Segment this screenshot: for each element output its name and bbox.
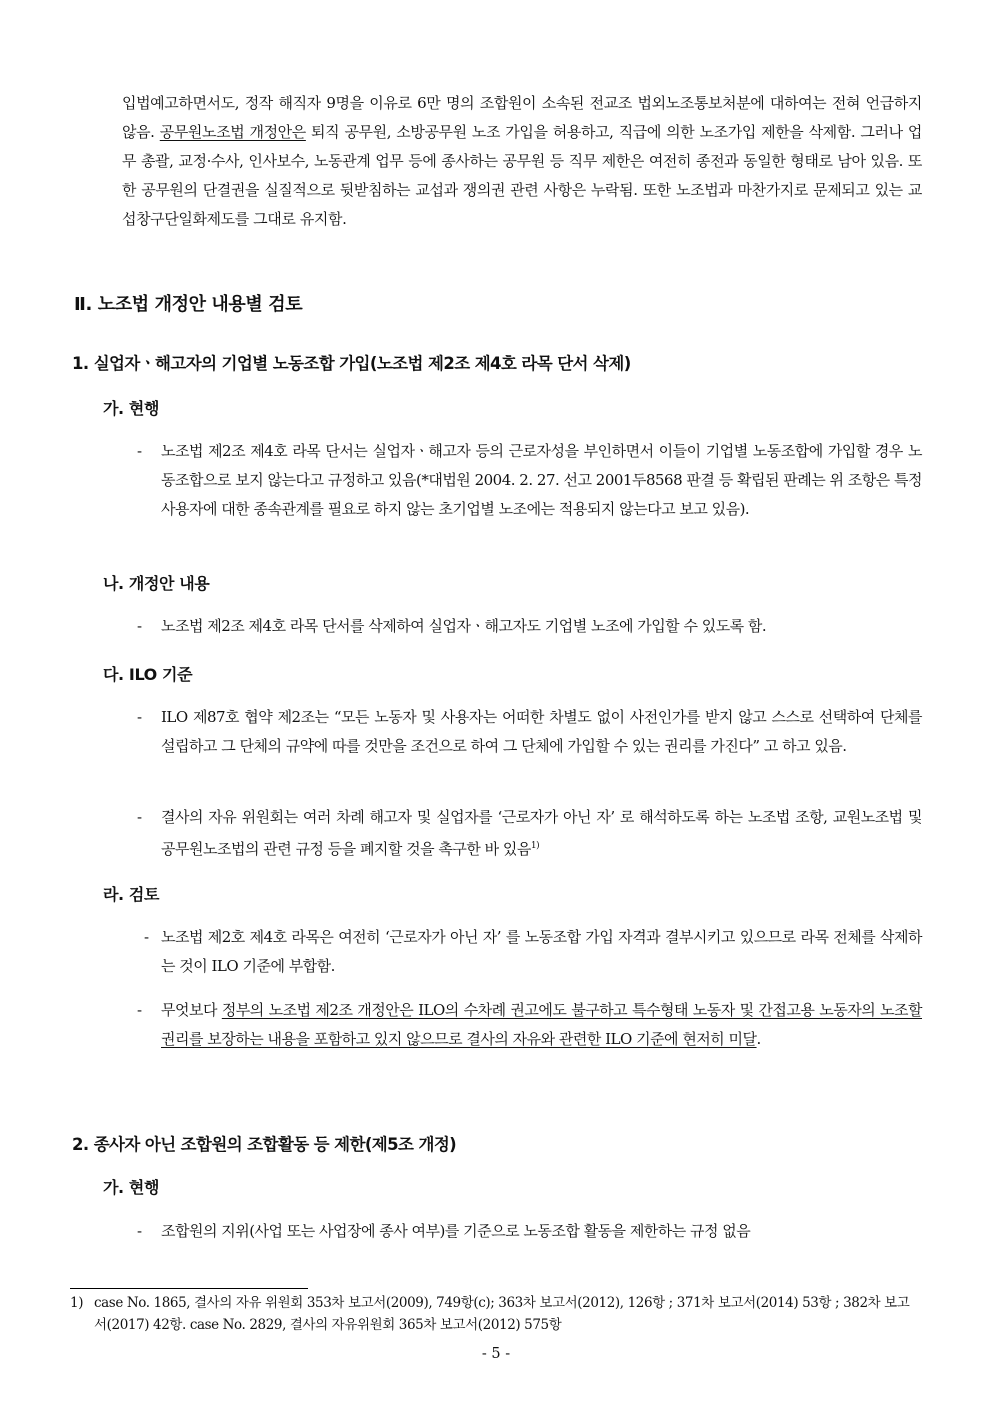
footnote	[70, 1292, 922, 1336]
item1-da-bullet-1-text: ILO 제87호 협약 제2조는 “모든 노동자 및 사용자는 어떠한 차별도 없이 사전인가를 받지 않고 스스로 선택하여 단체를 설립하고 그 단체의 규약에 따를 것만을 조건으로 하여 그 단체에 가입할 수 있는 권리를 가진다” 고 하고 있음.	[161, 708, 922, 755]
item1-heading: 1. 실업자ㆍ해고자의 기업별 노동조합 가입(노조법 제2조 제4호 라목 단서 삭제)	[72, 354, 631, 373]
bullet-mark: -	[137, 708, 142, 726]
intro-underlined-text: 공무원노조법 개정안은	[159, 123, 306, 141]
intro-text-1: 입법예고하면서도, 정작 해직자 9명을 이유로 6만 명의 조합원이 소속된 전교조 법외노조통보처분에 대하여는 전혀 언급하지 않음.	[122, 94, 922, 141]
bullet-mark: -	[137, 1222, 142, 1240]
page-number: - 5 -	[481, 1346, 511, 1362]
footnote-text: case No. 1865, 결사의 자유 위원회 353차 보고서(2009), 749항(c); 363차 보고서(2012), 126항 ; 371차 보고서(2014) 53항 ; 382차 보고서(2017) 42항. case No. 2829, 결사의 자유위원회 365차 보고서(2012) 575항	[94, 1295, 910, 1333]
bullet-mark: -	[144, 928, 149, 946]
item1-na-bullet	[137, 612, 922, 641]
item2-heading: 2. 종사자 아닌 조합원의 조합활동 등 제한(제5조 개정)	[72, 1135, 457, 1154]
bullet-mark: -	[137, 617, 142, 635]
bullet-mark: -	[137, 808, 142, 826]
item1-ra-bullet-2	[137, 996, 922, 1054]
footnote-number: 1)	[70, 1295, 84, 1311]
item1-da-bullet-2-text: 결사의 자유 위원회는 여러 차례 해고자 및 실업자를 ‘근로자가 아닌 자’ 로 해석하도록 하는 노조법 조항, 교원노조법 및 공무원노조법의 관련 규정 등을 폐지할 것을 촉구한 바 있음	[161, 808, 922, 858]
item1-ga-bullet	[137, 437, 922, 524]
item1-ga-bullet-text: 노조법 제2조 제4호 라목 단서는 실업자ㆍ해고자 등의 근로자성을 부인하면서 이들이 기업별 노동조합에 가입할 경우 노동조합으로 보지 않는다고 규정하고 있음(*대법원 2004. 2. 27. 선고 2001두8568 판결 등 확립된 판례는 위 조항은 특정 사용자에 대한 종속관계를 필요로 하지 않는 초기업별 노조에는 적용되지 않는다고 보고 있음).	[161, 442, 922, 518]
section-heading-ii: Ⅱ. 노조법 개정안 내용별 검토	[74, 294, 303, 315]
item1-ra-heading: 라. 검토	[103, 885, 160, 904]
intro-text-2: 퇴직 공무원, 소방공무원 노조 가입을 허용하고, 직급에 의한 노조가입 제한을 삭제함. 그러나 업무 총괄, 교정·수사, 인사보수, 노동관계 업무 등에 종사하는 공무원 등 직무 제한은 여전히 종전과 동일한 형태로 남아 있음. 또한 공무원의 단결권을 실질적으로 뒷받침하는 교섭과 쟁의권 관련 사항은 누락됨. 또한 노조법과 마찬가지로 문제되고 있는 교섭창구단일화제도를 그대로 유지함.	[122, 123, 922, 228]
item1-da-bullet-2	[137, 803, 922, 864]
item1-ga-heading: 가. 현행	[103, 399, 160, 418]
footnote-divider	[70, 1288, 308, 1289]
item1-na-bullet-text: 노조법 제2조 제4호 라목 단서를 삭제하여 실업자ㆍ해고자도 기업별 노조에 가입할 수 있도록 함.	[161, 617, 767, 635]
item2-ga-bullet	[137, 1217, 922, 1246]
item2-ga-heading: 가. 현행	[103, 1178, 160, 1197]
item1-ra-bullet-2-pre: 무엇보다	[161, 1001, 222, 1019]
item1-ra-bullet-1	[144, 923, 922, 981]
item2-ga-bullet-text: 조합원의 지위(사업 또는 사업장에 종사 여부)를 기준으로 노동조합 활동을 제한하는 규정 없음	[161, 1222, 751, 1240]
footnote-reference[interactable]: 1)	[530, 841, 540, 851]
item1-ra-bullet-2-post: .	[756, 1030, 761, 1048]
intro-paragraph	[122, 89, 922, 234]
item1-ra-bullet-1-text: 노조법 제2호 제4호 라목은 여전히 ‘근로자가 아닌 자’ 를 노동조합 가입 자격과 결부시키고 있으므로 라목 전체를 삭제하는 것이 ILO 기준에 부합함.	[161, 928, 922, 975]
item1-na-heading: 나. 개정안 내용	[103, 574, 210, 593]
item1-da-bullet-1	[137, 703, 922, 761]
item1-ra-bullet-2-underlined: 정부의 노조법 제2조 개정안은 ILO의 수차례 권고에도 불구하고 특수형태 노동자 및 간접고용 노동자의 노조할 권리를 보장하는 내용을 포함하고 있지 않으므로 결사의 자유와 관련한 ILO 기준에 현저히 미달	[161, 1001, 922, 1048]
bullet-mark: -	[137, 1001, 142, 1019]
item1-da-heading: 다. ILO 기준	[103, 665, 193, 684]
bullet-mark: -	[137, 442, 142, 460]
